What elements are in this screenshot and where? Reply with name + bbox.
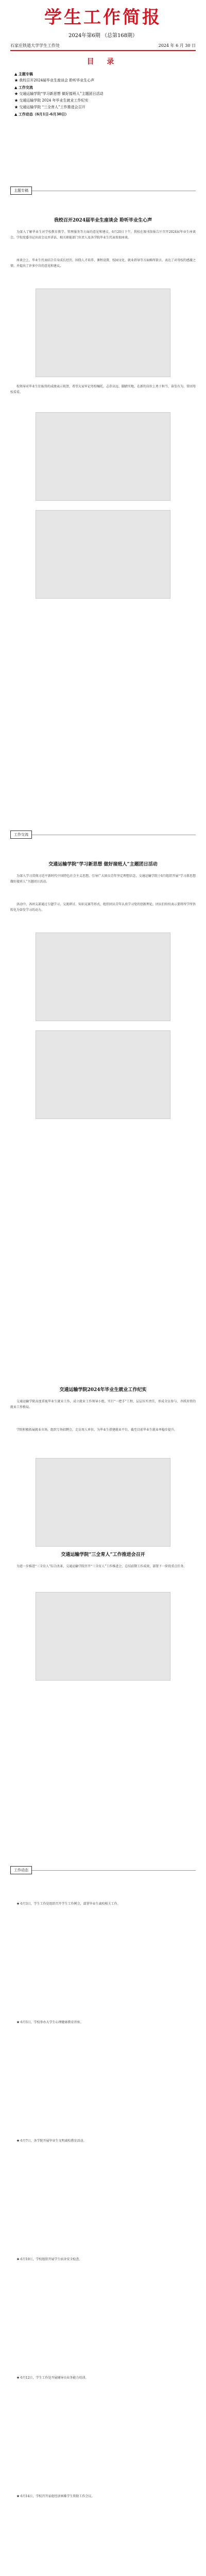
article-paragraph: 座谈会上，毕业生代表结合自身成长经历，围绕人才培养、课程设置、校园文化、就业指导等方面畅所欲言，表达了对母校的感激之情，并提出了许多中肯的意见和建议。 (10, 259, 196, 268)
publish-date: 2024 年 6 月 30 日 (158, 43, 196, 48)
section-tag-theme: 主题专稿 (10, 187, 32, 195)
masthead (0, 0, 206, 51)
toc-line[interactable]: ★ 交通运输学院 “三全育人”工作推进会召开 (14, 105, 85, 109)
article-title: 交通运输学院2024年毕业生就业工作纪实 (59, 1387, 147, 1393)
red-divider (10, 50, 196, 51)
section-divider (10, 1870, 196, 1871)
toc-line[interactable]: ▲ 工作动态（6月1日-6月30日） (14, 112, 69, 116)
article-title: 我校召开2024届毕业生座谈会 聆听毕业生心声 (54, 218, 152, 223)
publisher: 石家庄铁道大学学生工作处 (10, 43, 60, 48)
toc-line[interactable]: ★ 交通运输学院“学习新思想 做好接班人”主题团日活动 (14, 92, 104, 96)
article-paragraph: 交通运输学院高度重视毕业生就业工作，成立就业工作领导小组，实行“一把手”工程，层层压实责任，形成全员参与、齐抓共管的就业工作格局。 (10, 1400, 196, 1409)
article-paragraph: 为深入学习贯彻习近平新时代中国特色社会主义思想，引导广大团员青年坚定理想信念，交通运输学院于6月组织开展“学习新思想 做好接班人”主题团日活动。 (10, 874, 196, 884)
dynamics-item: ★ 6月7日，各学院开展毕业生文明离校教育活动。 (16, 2139, 87, 2143)
section-tag-dynamics: 工作动态 (10, 1866, 32, 1874)
dynamics-item: ★ 6月3日，学生工作处组织召开学生工作例会，部署毕业生离校相关工作。 (16, 1902, 121, 1906)
table-of-contents (10, 56, 196, 117)
section-tag-exchange: 工作交流 (10, 831, 32, 839)
dynamics-item: ★ 6月10日，学校组织开展学生宿舍安全检查。 (16, 2258, 82, 2261)
article-photo (36, 510, 170, 599)
article-paragraph: 为深入了解毕业生对学校教育教学、管理服务等方面的意见和建议，6月20日下午，我校在图书馆报告厅召开2024届毕业生座谈会。学校党委书记出席会议并讲话，相关职能部门负责人及各学院毕业生代表参加座谈。 (10, 230, 196, 240)
article-paragraph: 学院积极拓展就业市场，组织专场招聘会，走访用人单位，为毕业生搭建就业平台，截至目前毕业生就业率稳步提升。 (16, 1428, 178, 1432)
article-title: 交通运输学院“学习新思想 做好接班人”主题团日活动 (48, 862, 158, 867)
article-title: 交通运输学院“三全育人”工作推进会召开 (61, 1552, 145, 1557)
article-photo (36, 933, 170, 1021)
article-paragraph: 校领导对毕业生们取得的成绩表示祝贺，希望大家牢记母校嘱托，志存高远、脚踏实地，在新的岗位上勇于担当、奋发有为，常回母校看看。 (10, 385, 196, 394)
article-photo (36, 289, 170, 377)
newsletter-title: 学生工作简报 (44, 7, 162, 28)
article-photo (36, 1030, 170, 1119)
article-paragraph: 活动中，各团支部通过专题学习、交流研讨、知识竞赛等形式，组织团员青年认真学习党的创新理论，团员们纷纷表示要将所学所悟转化为奋发学习的动力。 (10, 903, 196, 912)
toc-line[interactable]: ★ 交通运输学院 2024 年毕业生就业工作纪实 (14, 98, 89, 103)
article-photo (36, 412, 170, 501)
toc-line[interactable]: ★ 我校召开2024届毕业生座谈会 聆听毕业生心声 (14, 78, 95, 82)
article-paragraph: 为进一步推进“三全育人”综合改革，交通运输学院召开“三全育人”工作推进会，总结前期工作成效，部署下一阶段重点任务。 (16, 1565, 187, 1568)
dynamics-item: ★ 6月5日，学校举办大学生心理健康教育讲座。 (16, 2021, 83, 2024)
toc-line[interactable]: ▲ 主题专稿 (14, 72, 33, 76)
article-photo (36, 1592, 170, 1681)
dynamics-item: ★ 6月14日，学校召开家庭经济困难学生资助工作会议。 (16, 2495, 95, 2498)
issue-number: 2024年第6期 （总第168期） (68, 33, 138, 39)
toc-line[interactable]: ▲ 工作交流 (14, 85, 33, 90)
masthead-meta (10, 43, 196, 48)
dynamics-item: ★ 6月12日，学生工作处开展辅导员业务能力培训。 (16, 2376, 89, 2380)
article-photo (36, 1458, 170, 1547)
toc-title: 目 录 (87, 58, 119, 66)
